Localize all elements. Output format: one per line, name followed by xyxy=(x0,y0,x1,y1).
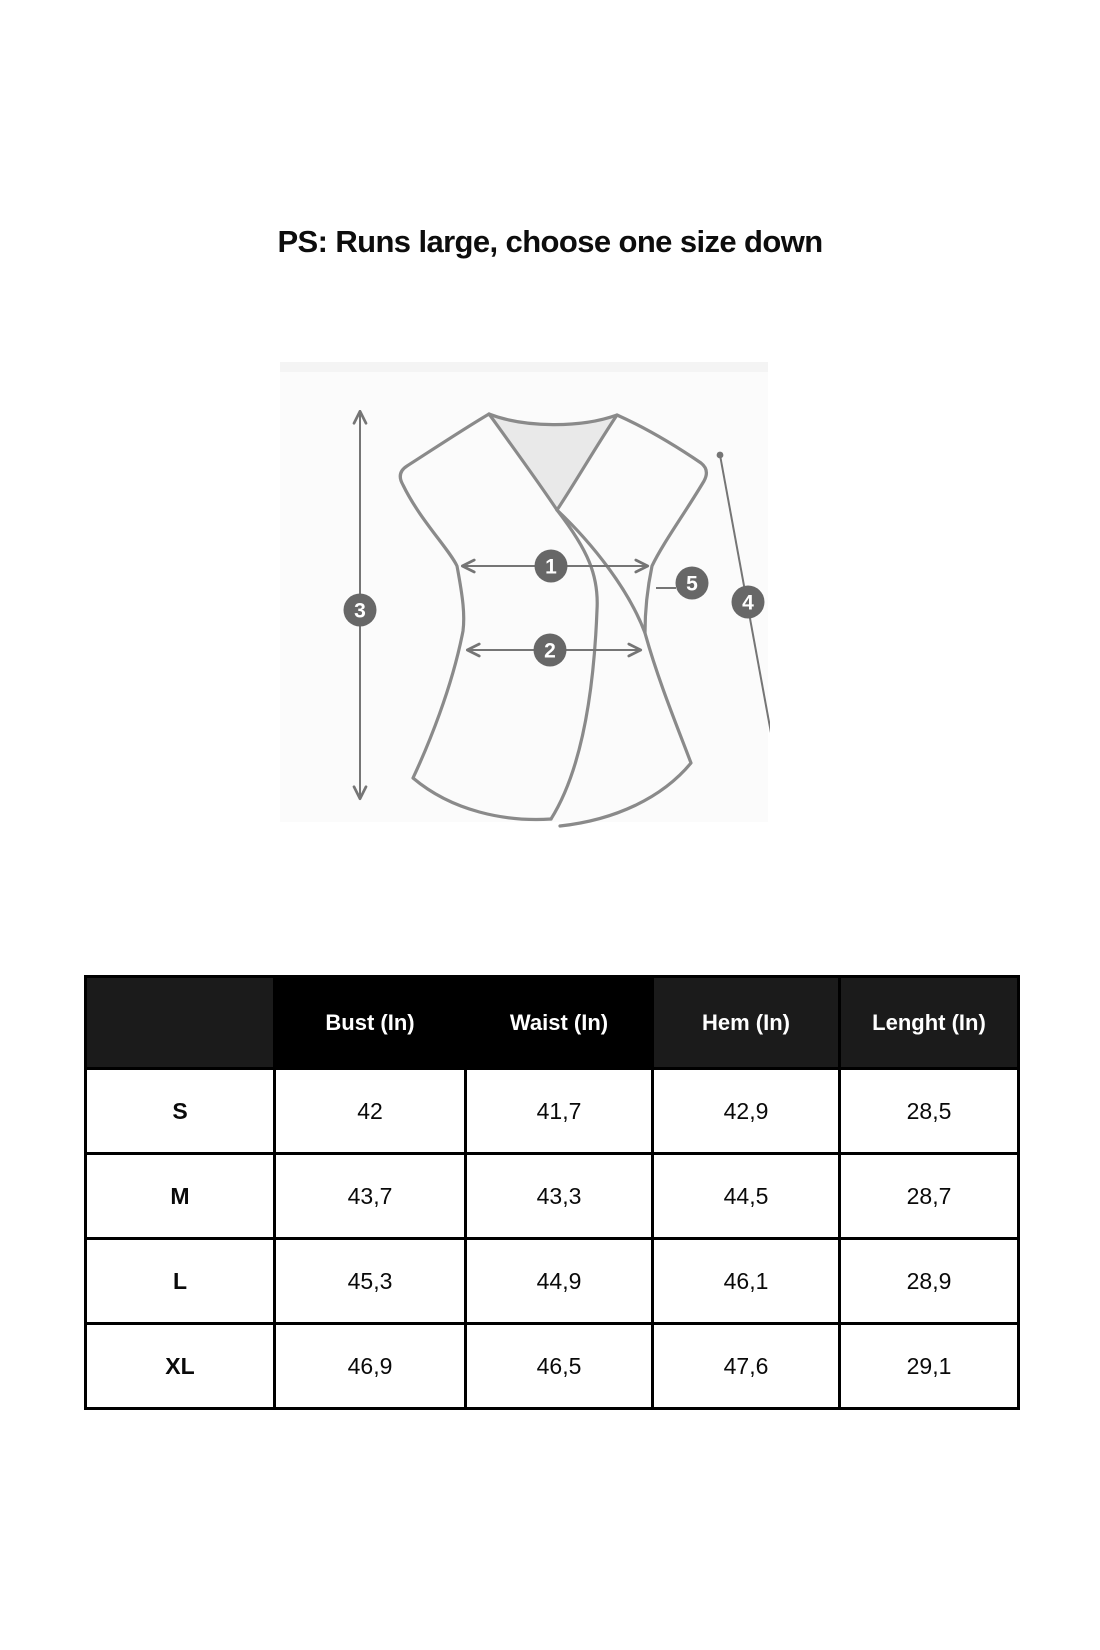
badge-5 xyxy=(676,567,709,600)
badge-3 xyxy=(344,594,377,627)
value-cell: 46,1 xyxy=(653,1239,840,1324)
size-cell: XL xyxy=(86,1324,275,1409)
svg-text:3: 3 xyxy=(354,599,366,623)
value-cell: 42 xyxy=(275,1069,466,1154)
fit-note-heading: PS: Runs large, choose one size down xyxy=(277,224,823,259)
garment-measurement-diagram xyxy=(270,358,770,828)
size-cell: M xyxy=(86,1154,275,1239)
value-cell: 44,5 xyxy=(653,1154,840,1239)
size-row-m xyxy=(86,1154,1019,1239)
size-row-l xyxy=(86,1239,1019,1324)
value-cell: 41,7 xyxy=(466,1069,653,1154)
value-cell: 28,7 xyxy=(840,1154,1019,1239)
value-cell: 43,3 xyxy=(466,1154,653,1239)
size-table-section xyxy=(84,975,1020,1410)
size-table xyxy=(84,975,1020,1410)
column-header-waist-in: Waist (In) xyxy=(466,977,653,1069)
garment-diagram-svg xyxy=(270,358,770,828)
value-cell: 43,7 xyxy=(275,1154,466,1239)
badge-1 xyxy=(535,550,568,583)
value-cell: 46,9 xyxy=(275,1324,466,1409)
value-cell: 47,6 xyxy=(653,1324,840,1409)
value-cell: 46,5 xyxy=(466,1324,653,1409)
size-cell: S xyxy=(86,1069,275,1154)
column-header-hem-in: Hem (In) xyxy=(653,977,840,1069)
size-table-body xyxy=(86,1069,1019,1409)
value-cell: 45,3 xyxy=(275,1239,466,1324)
size-row-xl xyxy=(86,1324,1019,1409)
column-header-bust-in: Bust (In) xyxy=(275,977,466,1069)
svg-text:5: 5 xyxy=(686,572,698,596)
header-row xyxy=(86,977,1019,1069)
value-cell: 42,9 xyxy=(653,1069,840,1154)
column-header-blank xyxy=(86,977,275,1069)
value-cell: 28,9 xyxy=(840,1239,1019,1324)
size-row-s xyxy=(86,1069,1019,1154)
value-cell: 29,1 xyxy=(840,1324,1019,1409)
size-cell: L xyxy=(86,1239,275,1324)
badge-4 xyxy=(732,586,765,619)
svg-text:4: 4 xyxy=(742,591,754,615)
column-header-lenght-in: Lenght (In) xyxy=(840,977,1019,1069)
svg-text:1: 1 xyxy=(545,555,557,579)
badge-2 xyxy=(534,634,567,667)
value-cell: 44,9 xyxy=(466,1239,653,1324)
svg-text:2: 2 xyxy=(544,639,556,663)
value-cell: 28,5 xyxy=(840,1069,1019,1154)
size-table-header xyxy=(86,977,1019,1069)
